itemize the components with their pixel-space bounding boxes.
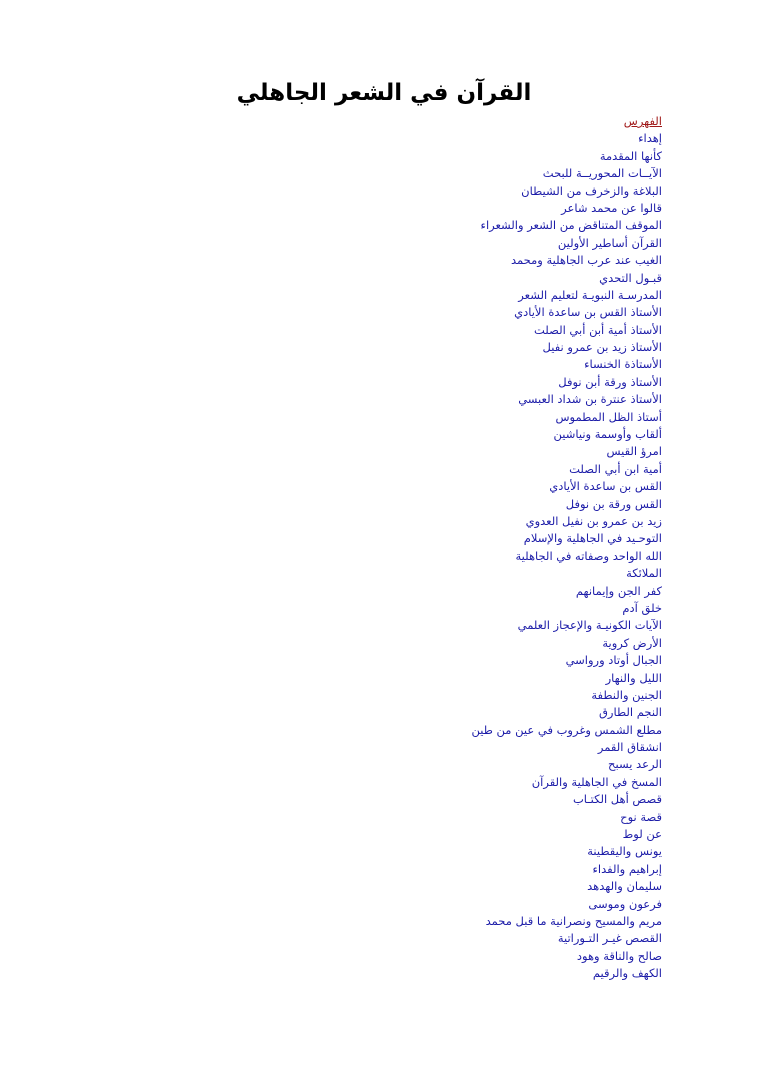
toc-item — [242, 791, 662, 808]
toc-entry-link[interactable]: أستاذ الظل المطموس — [555, 409, 662, 424]
toc-item — [242, 583, 662, 600]
toc-item — [242, 183, 662, 200]
toc-entry-link[interactable]: الليل والنهار — [605, 670, 662, 685]
toc-item — [242, 252, 662, 269]
toc-item — [242, 635, 662, 652]
toc-entry-link[interactable]: الرعد يسبح — [608, 757, 662, 772]
toc-item — [242, 861, 662, 878]
toc-entry-link[interactable]: خلق آدم — [622, 600, 662, 615]
toc-item — [242, 217, 662, 234]
toc-item — [242, 478, 662, 495]
toc-item — [242, 687, 662, 704]
toc-entry-link[interactable]: القرآن أساطير الأولين — [557, 235, 662, 250]
toc-entry-link[interactable]: المدرسـة النبويـة لتعليم الشعر — [518, 287, 662, 302]
toc-heading-link[interactable]: الفهرس — [623, 114, 662, 128]
toc-entry-link[interactable]: مطلع الشمس وغروب في عين من طين — [471, 722, 662, 737]
toc-item — [242, 130, 662, 147]
toc-item — [242, 443, 662, 460]
toc-entry-link[interactable]: القصص غيـر التـوراتية — [557, 931, 662, 946]
toc-entry-link[interactable]: الأستاذ زيد بن عمرو نفيل — [542, 340, 662, 355]
toc-entry-link[interactable]: قبـول التحدي — [599, 270, 662, 285]
toc-entry-link[interactable]: الأستاذ القس بن ساعدة الأيادي — [514, 305, 662, 320]
toc-item — [242, 617, 662, 634]
toc-item — [242, 391, 662, 408]
toc-item — [242, 461, 662, 478]
toc-entry-link[interactable]: قصة نوح — [620, 809, 662, 824]
toc-item — [242, 652, 662, 669]
toc-item — [242, 948, 662, 965]
toc-entry-link[interactable]: الجنين والنطفة — [591, 687, 662, 702]
toc-entry-link[interactable]: البلاغة والزخرف من الشيطان — [521, 183, 662, 198]
toc-item — [242, 843, 662, 860]
toc-entry-link[interactable]: يونس واليقطينة — [587, 844, 662, 859]
toc-item — [242, 774, 662, 791]
toc-entry-link[interactable]: المسخ في الجاهلية والقرآن — [531, 774, 662, 789]
toc-item — [242, 270, 662, 287]
toc-item — [242, 878, 662, 895]
toc-entry-link[interactable]: الآيــات المحوريــة للبحث — [542, 166, 662, 181]
toc-entry-link[interactable]: عن لوط — [622, 827, 662, 842]
toc-item — [242, 896, 662, 913]
toc-entry-link[interactable]: الأرض كروية — [602, 635, 662, 650]
toc-entry-link[interactable]: امرؤ القيس — [606, 444, 662, 459]
toc-entry-link[interactable]: الموقف المتناقض من الشعر والشعراء — [480, 218, 662, 233]
toc-entry-link[interactable]: فرعون وموسى — [588, 896, 662, 911]
toc-item — [242, 913, 662, 930]
toc-item — [242, 739, 662, 756]
toc-item — [242, 409, 662, 426]
toc-entry-link[interactable]: الأستاذ ورقة أبن نوفل — [558, 374, 662, 389]
toc-item — [242, 600, 662, 617]
toc-entry-link[interactable]: صالح والناقة وهود — [576, 948, 662, 963]
toc-entry-link[interactable]: إبراهيم والفداء — [592, 861, 662, 876]
toc-list — [242, 130, 662, 982]
toc-entry-link[interactable]: الجبال أوتاد ورواسي — [565, 653, 662, 668]
toc-item — [242, 426, 662, 443]
toc-entry-link[interactable]: الكهف والرقيم — [592, 966, 662, 981]
toc-item — [242, 322, 662, 339]
toc-entry-link[interactable]: مريم والمسيح ونصرانية ما قبل محمد — [485, 913, 662, 928]
toc-item — [242, 565, 662, 582]
toc-item — [242, 670, 662, 687]
toc-entry-link[interactable]: الملائكة — [626, 566, 662, 581]
toc-entry-link[interactable]: الغيب عند عرب الجاهلية ومحمد — [511, 253, 662, 268]
document-title: القرآن في الشعر الجاهلي — [236, 80, 532, 106]
toc-item — [242, 965, 662, 982]
toc-item — [242, 704, 662, 721]
toc-entry-link[interactable]: ألقاب وأوسمة ونياشين — [553, 427, 662, 442]
toc-item — [242, 548, 662, 565]
toc-entry-link[interactable]: قالوا عن محمد شاعر — [561, 200, 662, 215]
toc-item — [242, 530, 662, 547]
toc-entry-link[interactable]: الآيات الكونيـة والإعجاز العلمي — [517, 618, 662, 633]
toc-entry-link[interactable]: إهداء — [638, 131, 662, 146]
toc-item — [242, 339, 662, 356]
toc-item — [242, 304, 662, 321]
toc-entry-link[interactable]: الأستاذة الخنساء — [584, 357, 662, 372]
toc-item — [242, 756, 662, 773]
toc-entry-link[interactable]: أمية ابن أبي الصلت — [569, 461, 662, 476]
toc-item — [242, 165, 662, 182]
toc-entry-link[interactable]: القس بن ساعدة الأيادي — [549, 479, 662, 494]
toc-item — [242, 356, 662, 373]
toc-entry-link[interactable]: النجم الطارق — [598, 705, 662, 720]
toc-entry-link[interactable]: كأنها المقدمة — [599, 148, 662, 163]
toc-item — [242, 496, 662, 513]
toc-entry-link[interactable]: الأستاذ عنترة بن شداد العبسي — [518, 392, 662, 407]
toc-item — [242, 930, 662, 947]
toc-item — [242, 513, 662, 530]
toc-item — [242, 722, 662, 739]
toc-entry-link[interactable]: التوحـيد في الجاهلية والإسلام — [523, 531, 662, 546]
toc-entry-link[interactable]: قصص أهل الكتـاب — [572, 792, 662, 807]
toc-item — [242, 200, 662, 217]
toc-item — [242, 809, 662, 826]
toc-entry-link[interactable]: زيد بن عمرو بن نفيل العدوي — [525, 513, 662, 528]
toc-entry-link[interactable]: انشقاق القمر — [597, 740, 662, 755]
table-of-contents — [242, 113, 662, 983]
toc-entry-link[interactable]: الله الواحد وصفاته في الجاهلية — [515, 548, 662, 563]
toc-item — [242, 148, 662, 165]
toc-entry-link[interactable]: سليمان والهدهد — [587, 879, 662, 894]
toc-item — [242, 826, 662, 843]
toc-item — [242, 374, 662, 391]
toc-entry-link[interactable]: القس ورقة بن نوفل — [565, 496, 662, 511]
toc-item — [242, 235, 662, 252]
toc-item — [242, 287, 662, 304]
toc-entry-link[interactable]: الأستاذ أمية أبن أبي الصلت — [534, 322, 662, 337]
toc-entry-link[interactable]: كفر الجن وإيمانهم — [575, 583, 662, 598]
